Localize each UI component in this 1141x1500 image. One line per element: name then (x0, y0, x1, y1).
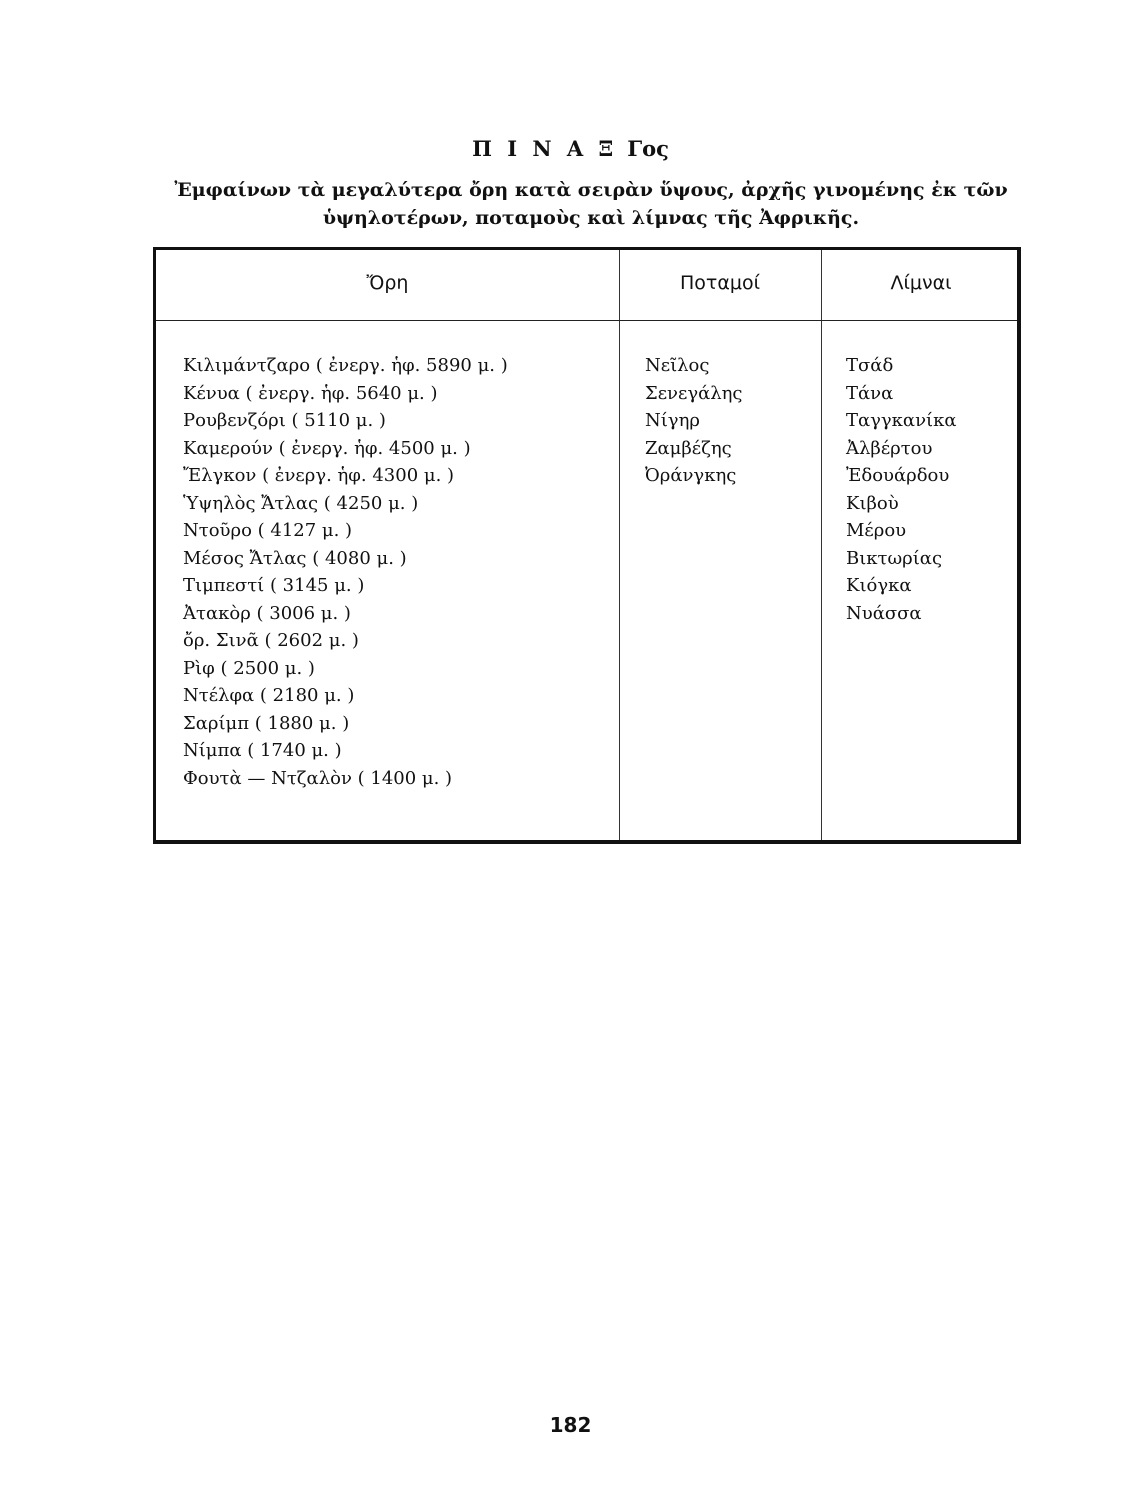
mountain-item: Ρουβενζόρι ( 5110 μ. ) (183, 410, 386, 431)
column-header-mountains: Ὄρη (366, 272, 409, 294)
lake-item: Κιβοὺ (846, 492, 899, 514)
header-divider (156, 320, 1017, 321)
rivers-list (645, 352, 743, 490)
mountain-item: Σαρίμπ ( 1880 μ. ) (183, 712, 350, 734)
mountain-item: Ρὶφ ( 2500 μ. ) (183, 657, 315, 679)
mountain-item: Ὑψηλὸς Ἄτλας ( 4250 μ. ) (183, 492, 419, 514)
lake-item: Ἀλβέρτου (846, 437, 933, 459)
page-number: 182 (549, 1413, 592, 1437)
mountains-list (183, 352, 508, 792)
river-item: Σενεγάλης (645, 382, 743, 404)
lakes-list (846, 352, 957, 627)
mountain-item: Καμερούν ( ἐνεργ. ἡφ. 4500 μ. ) (183, 437, 471, 459)
lake-item: Ἐδουάρδου (846, 465, 950, 486)
table-caption: Ἐμφαίνων τὰ μεγαλύτερα ὄρη κατὰ σειρὰν ὕψους, ἀρχῆς γινομένης ἐκ τῶν ὑψηλοτέρων, ποταμοὺς καὶ λίμνας τῆς Ἀφρικῆς. (174, 179, 1008, 229)
river-item: Νίγηρ (645, 410, 700, 431)
column-divider (619, 250, 620, 840)
data-table (153, 247, 1021, 844)
lake-item: Ταγγκανίκα (846, 410, 957, 431)
mountain-item: Κένυα ( ἐνεργ. ἡφ. 5640 μ. ) (183, 382, 438, 404)
table-title-label: Π Ι Ν Α Ξ (472, 136, 618, 161)
river-item: Ζαμβέζης (645, 437, 732, 459)
table-title (0, 136, 1141, 161)
mountain-item: Μέσος Ἄτλας ( 4080 μ. ) (183, 547, 407, 569)
lake-item: Νυάσσα (846, 602, 922, 624)
lake-item: Τάνα (846, 382, 894, 404)
lake-item: Τσάδ (846, 355, 894, 376)
lake-item: Βικτωρίας (846, 547, 943, 569)
river-item: Ὀράνγκης (645, 465, 737, 486)
mountain-item: Νίμπα ( 1740 μ. ) (183, 740, 342, 761)
lake-item: Κιόγκα (846, 575, 912, 596)
mountain-item: Φουτὰ — Ντζαλὸν ( 1400 μ. ) (183, 767, 453, 789)
column-divider (821, 250, 822, 840)
mountain-item: Κιλιμάντζαρο ( ἐνεργ. ἡφ. 5890 μ. ) (183, 355, 508, 376)
mountain-item: Ντέλφα ( 2180 μ. ) (183, 685, 355, 706)
river-item: Νεῖλος (645, 355, 710, 376)
mountain-item: Ἀτακὸρ ( 3006 μ. ) (183, 602, 351, 624)
column-header-rivers: Ποταμοί (679, 272, 761, 294)
table-title-number: Γος (627, 136, 669, 161)
mountain-item: ὄρ. Σινᾶ ( 2602 μ. ) (183, 630, 359, 651)
mountain-item: Ντοῦρο ( 4127 μ. ) (183, 520, 353, 541)
mountain-item: Τιμπεστί ( 3145 μ. ) (183, 575, 365, 596)
mountain-item: Ἔλγκον ( ἐνεργ. ἡφ. 4300 μ. ) (183, 465, 455, 486)
lake-item: Μέρου (846, 520, 907, 541)
column-header-lakes: Λίμναι (890, 272, 952, 294)
